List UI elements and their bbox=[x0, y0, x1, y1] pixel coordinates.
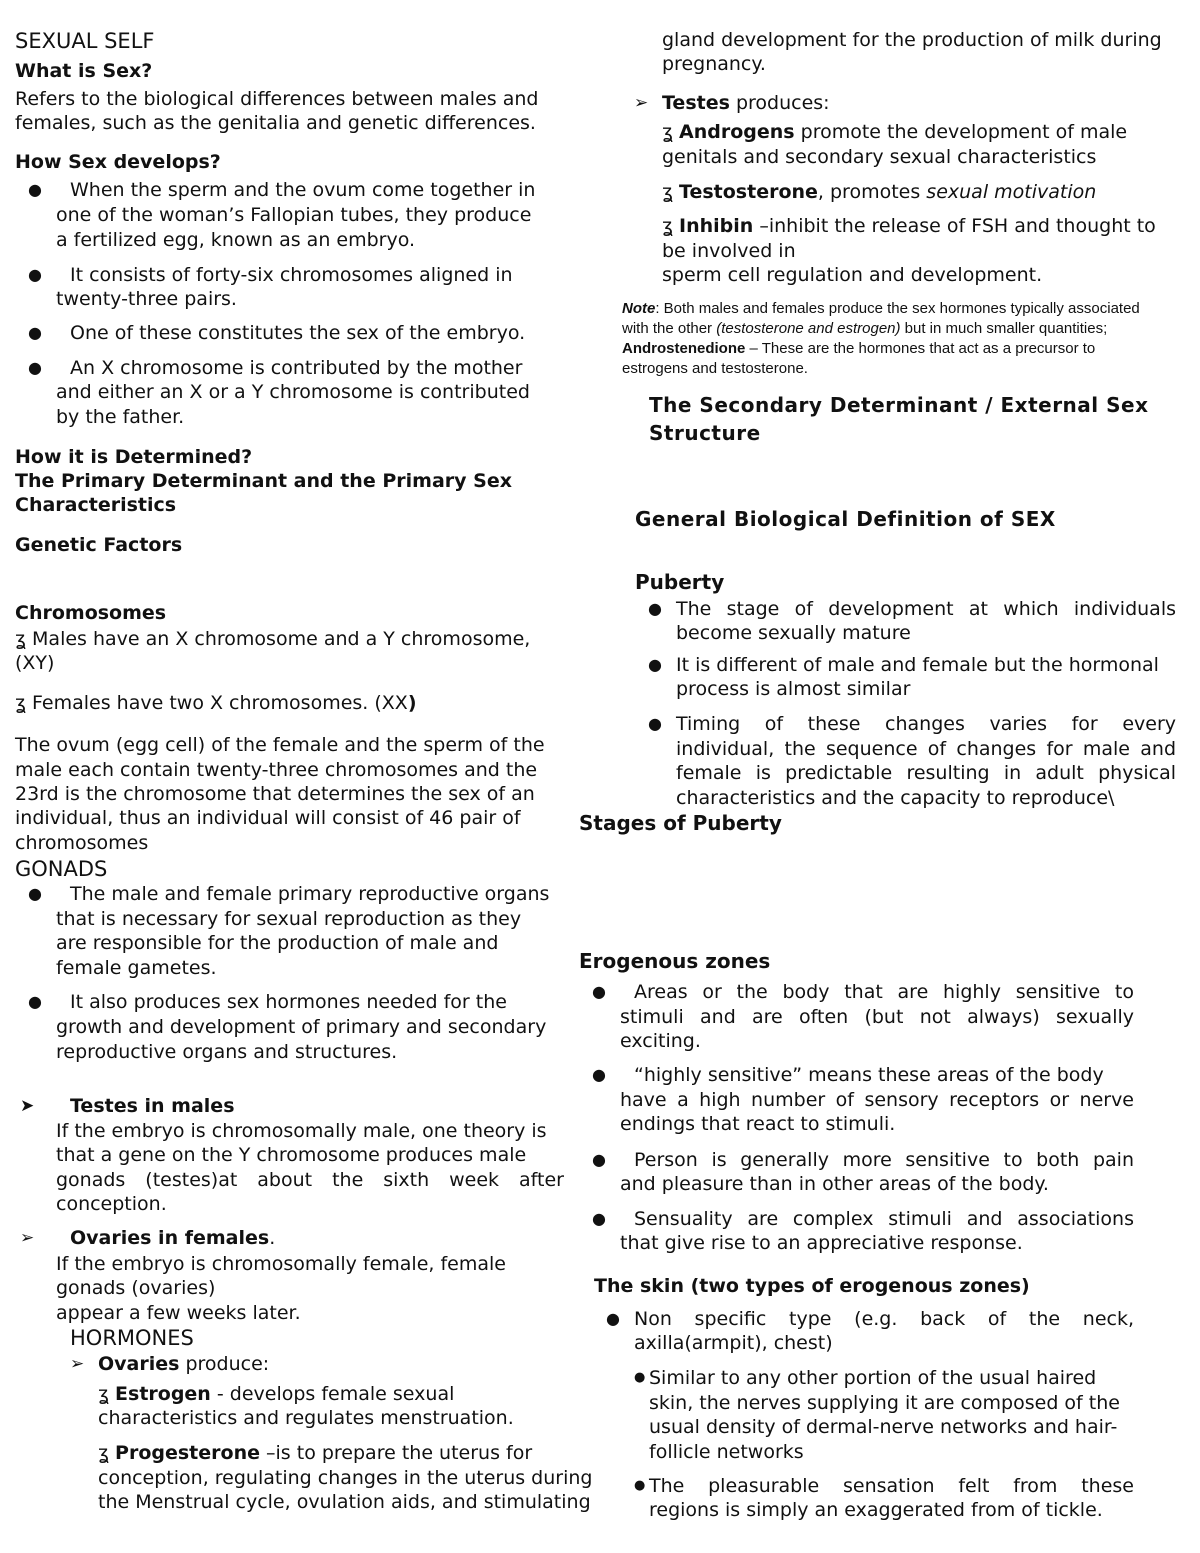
ovum-para-line-1: The ovum (egg cell) of the female and the sperm of the bbox=[15, 734, 545, 756]
inhibin-line-1: ʓ Inhibin –inhibit the release of FSH and thought to bbox=[662, 215, 1156, 237]
gonads-b2-line-2: growth and development of primary and secondary bbox=[56, 1016, 547, 1038]
testes-males-line-3: gonads (testes)at about the sixth week after bbox=[56, 1169, 564, 1191]
how-develops-heading: How Sex develops? bbox=[15, 151, 221, 173]
arrowhead-icon: ➢ bbox=[70, 1354, 85, 1374]
develops-b2-line-1: It consists of forty-six chromosomes aligned in bbox=[70, 264, 513, 286]
males-chromosome-line-2: (XY) bbox=[15, 652, 55, 674]
secondary-determinant-heading: The Secondary Determinant / External Sex bbox=[649, 393, 1149, 417]
puberty-b2-line-2: process is almost similar bbox=[676, 678, 911, 700]
puberty-b1-line-2: become sexually mature bbox=[676, 622, 911, 644]
bullet-icon: ● bbox=[648, 599, 662, 618]
note-line-1: Note: Both males and females produce the sex hormones typically associated bbox=[622, 300, 1140, 317]
gonads-b1-line-2: that is necessary for sexual reproduction as they bbox=[56, 908, 522, 930]
arrowhead-icon: ➢ bbox=[20, 1228, 35, 1248]
note-line-2: with the other (testosterone and estrogen) but in much smaller quantities; bbox=[622, 320, 1108, 337]
inhibin-line-3: sperm cell regulation and development. bbox=[662, 264, 1043, 286]
erogenous-heading: Erogenous zones bbox=[579, 949, 771, 973]
bullet-icon: ● bbox=[592, 982, 606, 1001]
males-chromosome-line: ʓ Males have an X chromosome and a Y chromosome, bbox=[15, 628, 531, 650]
testes-males-heading: Testes in males bbox=[70, 1095, 235, 1117]
puberty-b3-line-4: characteristics and the capacity to reproduce\ bbox=[676, 787, 1115, 809]
estrogen-line-1: ʓ Estrogen - develops female sexual bbox=[98, 1383, 455, 1405]
skin-sub2-line-1: The pleasurable sensation felt from these bbox=[649, 1475, 1134, 1497]
ovaries-females-line-3: appear a few weeks later. bbox=[56, 1302, 301, 1324]
develops-b3-line-1: One of these constitutes the sex of the embryo. bbox=[70, 322, 526, 344]
develops-b4-line-3: by the father. bbox=[56, 406, 185, 428]
skin-sub2-line-2: regions is simply an exaggerated from of tickle. bbox=[649, 1499, 1103, 1521]
erogenous-b1-line-2: stimuli and are often (but not always) sexually bbox=[620, 1006, 1134, 1028]
progesterone-cont-line-1: gland development for the production of milk during bbox=[662, 29, 1162, 51]
page-title: SEXUAL SELF bbox=[15, 29, 155, 53]
arrowhead-icon: ➢ bbox=[634, 93, 649, 113]
bullet-icon: ● bbox=[648, 655, 662, 674]
bullet-icon: ● bbox=[592, 1065, 606, 1084]
ovum-para-line-3: 23rd is the chromosome that determines the sex of an bbox=[15, 783, 535, 805]
androgens-line-1: ʓ Androgens promote the development of male bbox=[662, 121, 1128, 143]
ovum-para-line-4: individual, thus an individual will consist of 46 pair of bbox=[15, 807, 521, 829]
develops-b4-line-2: and either an X or a Y chromosome is contributed bbox=[56, 381, 530, 403]
skin-sub1-line-3: usual density of dermal-nerve networks and hair- bbox=[649, 1416, 1118, 1438]
marker-icon: ʓ bbox=[15, 692, 26, 714]
gonads-b1-line-4: female gametes. bbox=[56, 957, 217, 979]
erogenous-b1-line-1: Areas or the body that are highly sensitive to bbox=[634, 981, 1134, 1003]
develops-b2-line-2: twenty-three pairs. bbox=[56, 288, 237, 310]
ovum-para-line-5: chromosomes bbox=[15, 832, 149, 854]
erogenous-b1-line-3: exciting. bbox=[620, 1030, 701, 1052]
marker-icon: ʓ bbox=[15, 628, 26, 650]
erogenous-b2-line-1: “highly sensitive” means these areas of the body bbox=[634, 1064, 1104, 1086]
note-line-3: Androstenedione – These are the hormones that act as a precursor to bbox=[622, 340, 1096, 357]
skin-sub1-line-2: skin, the nerves supplying it are composed of the bbox=[649, 1392, 1120, 1414]
chromosomes-heading: Chromosomes bbox=[15, 602, 167, 624]
testes-males-line-1: If the embryo is chromosomally male, one theory is bbox=[56, 1120, 547, 1142]
marker-icon: ʓ bbox=[662, 181, 673, 203]
hormones-heading: HORMONES bbox=[70, 1326, 194, 1350]
testes-produces-line: Testes produces: bbox=[662, 92, 830, 114]
arrowhead-icon: ➤ bbox=[20, 1096, 35, 1116]
ovaries-females-line-2: gonads (ovaries) bbox=[56, 1277, 216, 1299]
what-is-sex-line-1: Refers to the biological differences between males and bbox=[15, 88, 539, 110]
bullet-icon: ● bbox=[28, 358, 42, 377]
bullet-icon: ● bbox=[606, 1309, 620, 1328]
what-is-sex-line-2: females, such as the genitalia and genetic differences. bbox=[15, 112, 536, 134]
stages-puberty-heading: Stages of Puberty bbox=[579, 811, 782, 835]
gonads-b1-line-3: are responsible for the production of male and bbox=[56, 932, 499, 954]
estrogen-line-2: characteristics and regulates menstruation. bbox=[98, 1407, 514, 1429]
note-line-4: estrogens and testosterone. bbox=[622, 360, 808, 377]
primary-determinant-heading: The Primary Determinant and the Primary Sex bbox=[15, 470, 512, 492]
puberty-heading: Puberty bbox=[635, 570, 725, 594]
gonads-b2-line-3: reproductive organs and structures. bbox=[56, 1041, 398, 1063]
bullet-icon: ● bbox=[592, 1150, 606, 1169]
primary-determinant-heading-2: Characteristics bbox=[15, 494, 177, 516]
determined-heading: How it is Determined? bbox=[15, 446, 253, 468]
skin-b1-line-2: axilla(armpit), chest) bbox=[634, 1332, 833, 1354]
erogenous-b3-line-1: Person is generally more sensitive to both pain bbox=[634, 1149, 1134, 1171]
general-definition-heading: General Biological Definition of SEX bbox=[635, 507, 1056, 531]
gonads-b1-line-1: The male and female primary reproductive organs bbox=[70, 883, 550, 905]
bullet-icon: ● bbox=[28, 180, 42, 199]
bullet-icon: ● bbox=[28, 992, 42, 1011]
erogenous-b3-line-2: and pleasure than in other areas of the body. bbox=[620, 1173, 1049, 1195]
bullet-icon: ● bbox=[648, 714, 662, 733]
develops-b4-line-1: An X chromosome is contributed by the mother bbox=[70, 357, 523, 379]
erogenous-b2-line-3: endings that react to stimuli. bbox=[620, 1113, 896, 1135]
ovaries-females-line-1: If the embryo is chromosomally female, female bbox=[56, 1253, 506, 1275]
what-is-sex-heading: What is Sex? bbox=[15, 60, 153, 82]
puberty-b3-line-3: female is predictable resulting in adult physical bbox=[676, 762, 1176, 784]
progesterone-line-1: ʓ Progesterone –is to prepare the uterus for bbox=[98, 1442, 533, 1464]
bullet-icon: ● bbox=[634, 1370, 646, 1385]
progesterone-line-3: the Menstrual cycle, ovulation aids, and stimulating bbox=[98, 1491, 591, 1513]
bullet-icon: ● bbox=[28, 265, 42, 284]
erogenous-b2-line-2: have a high number of sensory receptors or nerve bbox=[620, 1089, 1134, 1111]
erogenous-b4-line-2: that give rise to an appreciative response. bbox=[620, 1232, 1023, 1254]
skin-b1-line-1: Non specific type (e.g. back of the neck, bbox=[634, 1308, 1134, 1330]
testosterone-line: ʓ Testosterone, promotes sexual motivation bbox=[662, 181, 1097, 203]
females-chromosome-line: ʓ Females have two X chromosomes. (XX) bbox=[15, 692, 417, 714]
gonads-b2-line-1: It also produces sex hormones needed for the bbox=[70, 991, 507, 1013]
marker-icon: ʓ bbox=[662, 121, 673, 143]
secondary-determinant-heading-2: Structure bbox=[649, 421, 761, 445]
puberty-b3-line-1: Timing of these changes varies for every bbox=[676, 713, 1176, 735]
develops-b1-line-2: one of the woman’s Fallopian tubes, they produce bbox=[56, 204, 532, 226]
skin-heading: The skin (two types of erogenous zones) bbox=[594, 1275, 1030, 1297]
skin-sub1-line-4: follicle networks bbox=[649, 1441, 804, 1463]
develops-b1-line-3: a fertilized egg, known as an embryo. bbox=[56, 229, 416, 251]
puberty-b3-line-2: individual, the sequence of changes for male and bbox=[676, 738, 1176, 760]
bullet-icon: ● bbox=[28, 884, 42, 903]
androgens-line-2: genitals and secondary sexual characteristics bbox=[662, 146, 1097, 168]
testes-males-line-4: conception. bbox=[56, 1193, 167, 1215]
marker-icon: ʓ bbox=[98, 1442, 109, 1464]
puberty-b1-line-1: The stage of development at which individuals bbox=[676, 598, 1176, 620]
marker-icon: ʓ bbox=[662, 215, 673, 237]
bullet-icon: ● bbox=[592, 1209, 606, 1228]
testes-males-line-2: that a gene on the Y chromosome produces male bbox=[56, 1144, 527, 1166]
progesterone-cont-line-2: pregnancy. bbox=[662, 53, 766, 75]
ovaries-females-heading: Ovaries in females. bbox=[70, 1227, 276, 1249]
puberty-b2-line-1: It is different of male and female but the hormonal bbox=[676, 654, 1159, 676]
erogenous-b4-line-1: Sensuality are complex stimuli and associations bbox=[634, 1208, 1134, 1230]
ovaries-produce-line: Ovaries produce: bbox=[98, 1353, 270, 1375]
genetic-factors-heading: Genetic Factors bbox=[15, 534, 183, 556]
progesterone-line-2: conception, regulating changes in the uterus during bbox=[98, 1467, 593, 1489]
bullet-icon: ● bbox=[28, 323, 42, 342]
skin-sub1-line-1: Similar to any other portion of the usual haired bbox=[649, 1367, 1097, 1389]
inhibin-line-2: be involved in bbox=[662, 240, 796, 262]
develops-b1-line-1: When the sperm and the ovum come together in bbox=[70, 179, 536, 201]
marker-icon: ʓ bbox=[98, 1383, 109, 1405]
bullet-icon: ● bbox=[634, 1478, 646, 1493]
gonads-heading: GONADS bbox=[15, 857, 108, 881]
ovum-para-line-2: male each contain twenty-three chromosomes and the bbox=[15, 759, 538, 781]
